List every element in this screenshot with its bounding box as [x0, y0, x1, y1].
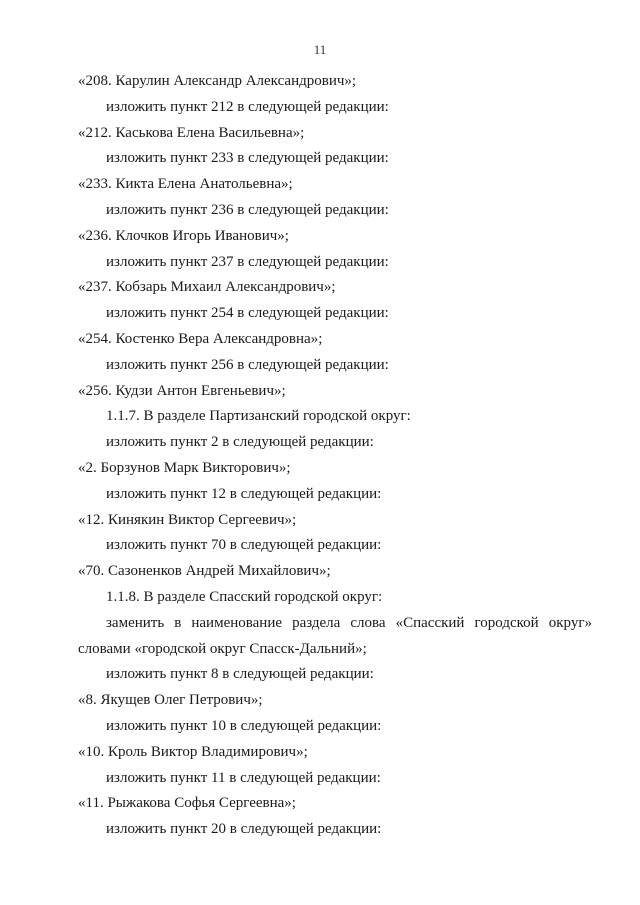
text-line: «2. Борзунов Марк Викторович»; — [78, 459, 291, 476]
text-line: заменить в наименование раздела слова «Спасский городской округ» — [106, 614, 592, 631]
text-line: изложить пункт 20 в следующей редакции: — [106, 821, 382, 838]
text-line: изложить пункт 233 в следующей редакции: — [106, 150, 389, 167]
text-line: «233. Кикта Елена Анатольевна»; — [78, 176, 293, 193]
text-line: изложить пункт 236 в следующей редакции: — [106, 201, 389, 218]
text-line: изложить пункт 237 в следующей редакции: — [106, 253, 389, 270]
text-line: изложить пункт 11 в следующей редакции: — [106, 769, 381, 786]
text-line: изложить пункт 70 в следующей редакции: — [106, 537, 382, 554]
text-line: «256. Кудзи Антон Евгеньевич»; — [78, 382, 286, 399]
text-line: 1.1.7. В разделе Партизанский городской округ: — [106, 408, 411, 425]
text-line: «212. Каськова Елена Васильевна»; — [78, 124, 305, 141]
text-line: изложить пункт 256 в следующей редакции: — [106, 356, 389, 373]
text-line: изложить пункт 8 в следующей редакции: — [106, 666, 374, 683]
text-line: изложить пункт 254 в следующей редакции: — [106, 305, 389, 322]
page-number: 11 — [313, 42, 327, 57]
text-line: «8. Якущев Олег Петрович»; — [78, 692, 263, 709]
text-line: изложить пункт 2 в следующей редакции: — [106, 434, 374, 451]
text-line: «236. Клочков Игорь Иванович»; — [78, 227, 289, 244]
text-line: «254. Костенко Вера Александровна»; — [78, 330, 323, 347]
text-line: «237. Кобзарь Михаил Александрович»; — [78, 279, 336, 296]
text-line: 1.1.8. В разделе Спасский городской округ: — [106, 588, 383, 605]
text-line: словами «городской округ Спасск-Дальний»; — [78, 640, 367, 657]
text-line: «11. Рыжакова Софья Сергеевна»; — [78, 795, 296, 812]
text-line: изложить пункт 10 в следующей редакции: — [106, 717, 382, 734]
text-line: «70. Сазоненков Андрей Михайлович»; — [78, 563, 331, 580]
text-line: изложить пункт 212 в следующей редакции: — [106, 98, 389, 115]
text-line: «10. Кроль Виктор Владимирович»; — [78, 743, 308, 760]
text-line: изложить пункт 12 в следующей редакции: — [106, 485, 382, 502]
document-body — [78, 69, 592, 843]
text-line: «208. Карулин Александр Александрович»; — [78, 73, 357, 89]
text-line: «12. Кинякин Виктор Сергеевич»; — [78, 511, 297, 528]
